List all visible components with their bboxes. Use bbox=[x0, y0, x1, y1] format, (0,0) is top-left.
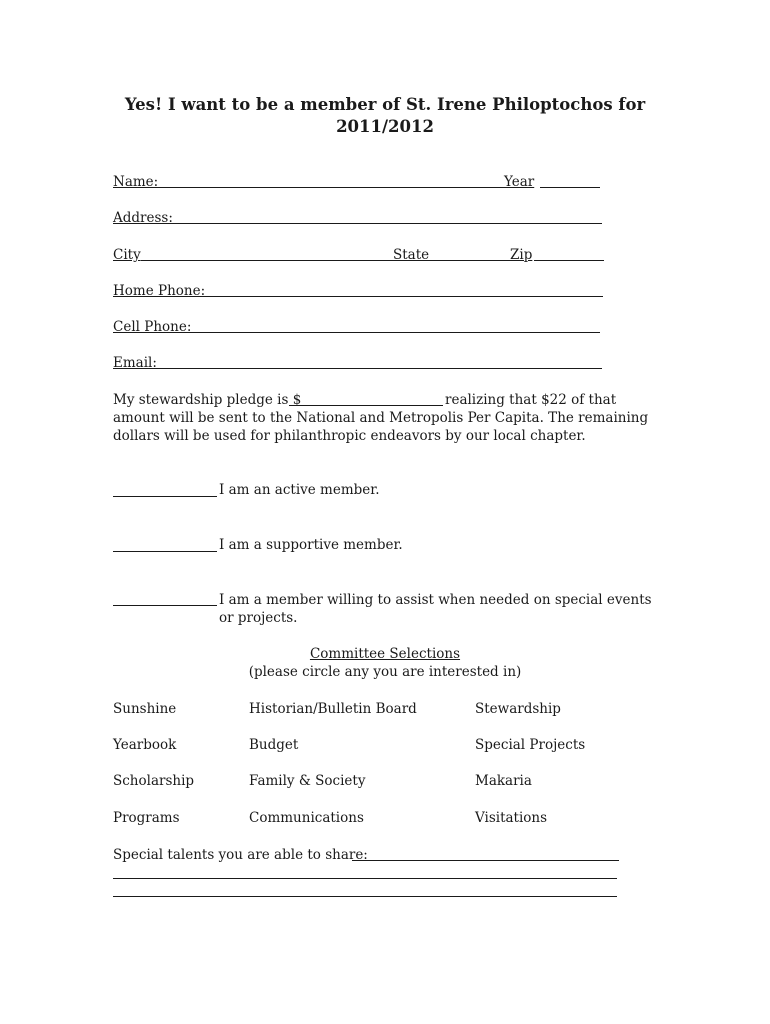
talents-field-line2[interactable] bbox=[113, 878, 617, 879]
committee-option[interactable]: Budget bbox=[249, 737, 299, 753]
committee-option[interactable]: Visitations bbox=[475, 810, 548, 826]
committee-instruction: (please circle any you are interested in) bbox=[248, 664, 522, 680]
committee-option[interactable]: Family & Society bbox=[249, 773, 366, 789]
state-label: State bbox=[393, 247, 430, 263]
pledge-line2: amount will be sent to the National and Metropolis Per Capita. The remaining bbox=[113, 410, 649, 426]
email-label: Email: bbox=[113, 355, 157, 371]
year-field[interactable] bbox=[540, 187, 600, 188]
name-field[interactable] bbox=[158, 187, 504, 188]
cell-phone-field[interactable] bbox=[186, 332, 600, 333]
zip-field[interactable] bbox=[534, 260, 604, 261]
committee-option[interactable]: Scholarship bbox=[113, 773, 195, 789]
committee-option[interactable]: Makaria bbox=[475, 773, 532, 789]
home-phone-field[interactable] bbox=[200, 296, 603, 297]
talents-label: Special talents you are able to share: bbox=[113, 847, 368, 863]
committee-option[interactable]: Communications bbox=[249, 810, 364, 826]
pledge-amount-field[interactable] bbox=[289, 405, 443, 406]
form-title-line2: 2011/2012 bbox=[336, 117, 434, 136]
active-member-field[interactable] bbox=[113, 496, 217, 497]
assist-member-field[interactable] bbox=[113, 605, 217, 606]
cell-phone-label: Cell Phone: bbox=[113, 319, 192, 335]
pledge-prefix: My stewardship pledge is $ bbox=[113, 392, 302, 408]
pledge-line3: dollars will be used for philanthropic endeavors by our local chapter. bbox=[113, 428, 586, 444]
state-field[interactable] bbox=[428, 260, 510, 261]
committee-option[interactable]: Historian/Bulletin Board bbox=[249, 701, 417, 717]
address-label: Address: bbox=[113, 210, 173, 226]
committee-option[interactable]: Sunshine bbox=[113, 701, 177, 717]
form-title-line1: Yes! I want to be a member of St. Irene Philoptochos for bbox=[124, 95, 646, 114]
assist-member-label-line1: I am a member willing to assist when needed on special events bbox=[219, 592, 652, 608]
talents-field-line3[interactable] bbox=[113, 896, 617, 897]
zip-label: Zip bbox=[510, 247, 533, 263]
committee-option[interactable]: Yearbook bbox=[113, 737, 177, 753]
committee-option[interactable]: Programs bbox=[113, 810, 180, 826]
talents-field-line1[interactable] bbox=[352, 860, 619, 861]
supportive-member-field[interactable] bbox=[113, 551, 217, 552]
committee-option[interactable]: Special Projects bbox=[475, 737, 586, 753]
city-label: City bbox=[113, 247, 141, 263]
assist-member-label-line2: or projects. bbox=[219, 610, 298, 626]
home-phone-label: Home Phone: bbox=[113, 283, 206, 299]
supportive-member-label: I am a supportive member. bbox=[219, 537, 403, 553]
city-field[interactable] bbox=[141, 260, 393, 261]
active-member-label: I am an active member. bbox=[219, 482, 380, 498]
pledge-suffix: realizing that $22 of that bbox=[445, 392, 617, 408]
email-field[interactable] bbox=[154, 368, 602, 369]
year-label: Year bbox=[504, 174, 535, 190]
address-field[interactable] bbox=[170, 223, 602, 224]
committee-heading: Committee Selections bbox=[309, 646, 461, 662]
name-label: Name: bbox=[113, 174, 159, 190]
committee-option[interactable]: Stewardship bbox=[475, 701, 561, 717]
